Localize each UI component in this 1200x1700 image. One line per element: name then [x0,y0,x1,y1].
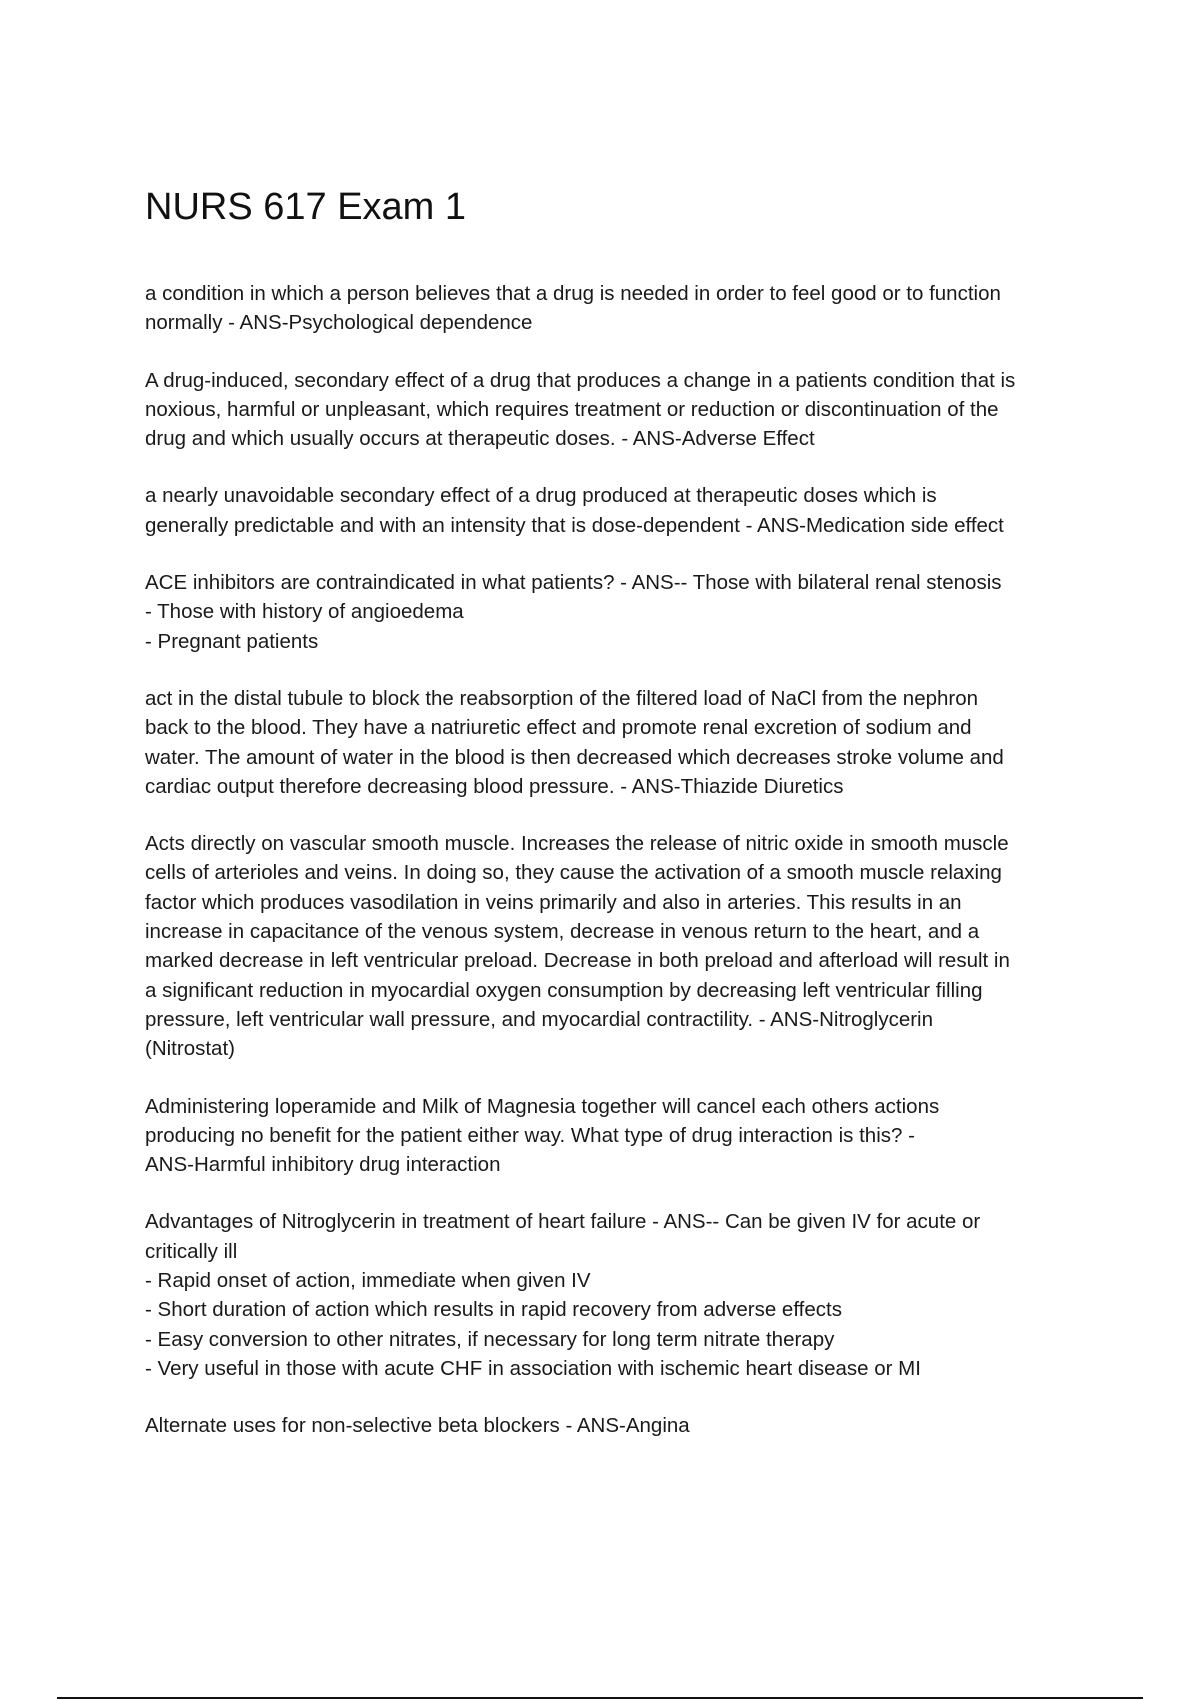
entry-line: Administering loperamide and Milk of Magnesia together will cancel each others actions [145,1094,940,1118]
entry-line: - Rapid onset of action, immediate when given IV [145,1269,591,1293]
flashcard-entry [145,1207,1095,1383]
entry-line: back to the blood. They have a natriuretic effect and promote renal excretion of sodium and [145,716,972,740]
flashcard-entry [145,1411,1095,1440]
page-bottom-divider [57,1697,1143,1699]
entry-line: normally - ANS-Psychological dependence [145,311,533,335]
entry-line: - Very useful in those with acute CHF in association with ischemic heart disease or MI [145,1356,921,1380]
entry-line: drug and which usually occurs at therapeutic doses. - ANS-Adverse Effect [145,427,815,451]
entry-line: water. The amount of water in the blood is then decreased which decreases stroke volume and [145,745,1004,769]
entry-line: ACE inhibitors are contraindicated in what patients? - ANS-- Those with bilateral renal stenosis [145,571,1002,595]
entry-line: act in the distal tubule to block the reabsorption of the filtered load of NaCl from the nephron [145,686,979,710]
flashcard-entry [145,1092,1095,1180]
entry-line: factor which produces vasodilation in veins primarily and also in arteries. This results in an [145,890,962,914]
flashcard-entry [145,684,1095,801]
flashcard-entry [145,829,1095,1063]
entry-line: producing no benefit for the patient either way. What type of drug interaction is this? - [145,1123,915,1147]
entry-line: a nearly unavoidable secondary effect of a drug produced at therapeutic doses which is [145,484,937,508]
entry-line: - Easy conversion to other nitrates, if necessary for long term nitrate therapy [145,1327,835,1351]
entry-line: cells of arterioles and veins. In doing so, they cause the activation of a smooth muscle relaxing [145,861,1002,885]
entry-line: pressure, left ventricular wall pressure, and myocardial contractility. - ANS-Nitroglycerin [145,1007,934,1031]
flashcard-entry [145,366,1095,454]
flashcard-list [145,279,1095,1469]
entry-line: increase in capacitance of the venous system, decrease in venous return to the heart, and a [145,920,980,944]
entry-line: a significant reduction in myocardial oxygen consumption by decreasing left ventricular filling [145,978,983,1002]
entry-line: Acts directly on vascular smooth muscle. Increases the release of nitric oxide in smooth muscle [145,832,1009,856]
document-title: NURS 617 Exam 1 [145,186,467,228]
entry-line: ANS-Harmful inhibitory drug interaction [145,1153,501,1177]
entry-line: Advantages of Nitroglycerin in treatment of heart failure - ANS-- Can be given IV for acute or [145,1210,981,1234]
entry-line: - Those with history of angioedema [145,600,464,624]
flashcard-entry [145,568,1095,656]
entry-line: a condition in which a person believes that a drug is needed in order to feel good or to function [145,282,1001,305]
entry-line: Alternate uses for non-selective beta blockers - ANS-Angina [145,1414,690,1438]
entry-line: generally predictable and with an intensity that is dose-dependent - ANS-Medication side effect [145,513,1004,537]
entry-line: marked decrease in left ventricular preload. Decrease in both preload and afterload will result in [145,949,1010,973]
entry-line: (Nitrostat) [145,1037,235,1061]
flashcard-entry [145,279,1095,338]
entry-line: critically ill [145,1239,238,1263]
entry-line: - Pregnant patients [145,629,319,653]
entry-line: A drug-induced, secondary effect of a drug that produces a change in a patients condition that is [145,368,1016,392]
entry-line: noxious, harmful or unpleasant, which requires treatment or reduction or discontinuation of the [145,397,999,421]
entry-line: cardiac output therefore decreasing blood pressure. - ANS-Thiazide Diuretics [145,774,844,798]
entry-line: - Short duration of action which results in rapid recovery from adverse effects [145,1298,842,1322]
flashcard-entry [145,481,1095,540]
